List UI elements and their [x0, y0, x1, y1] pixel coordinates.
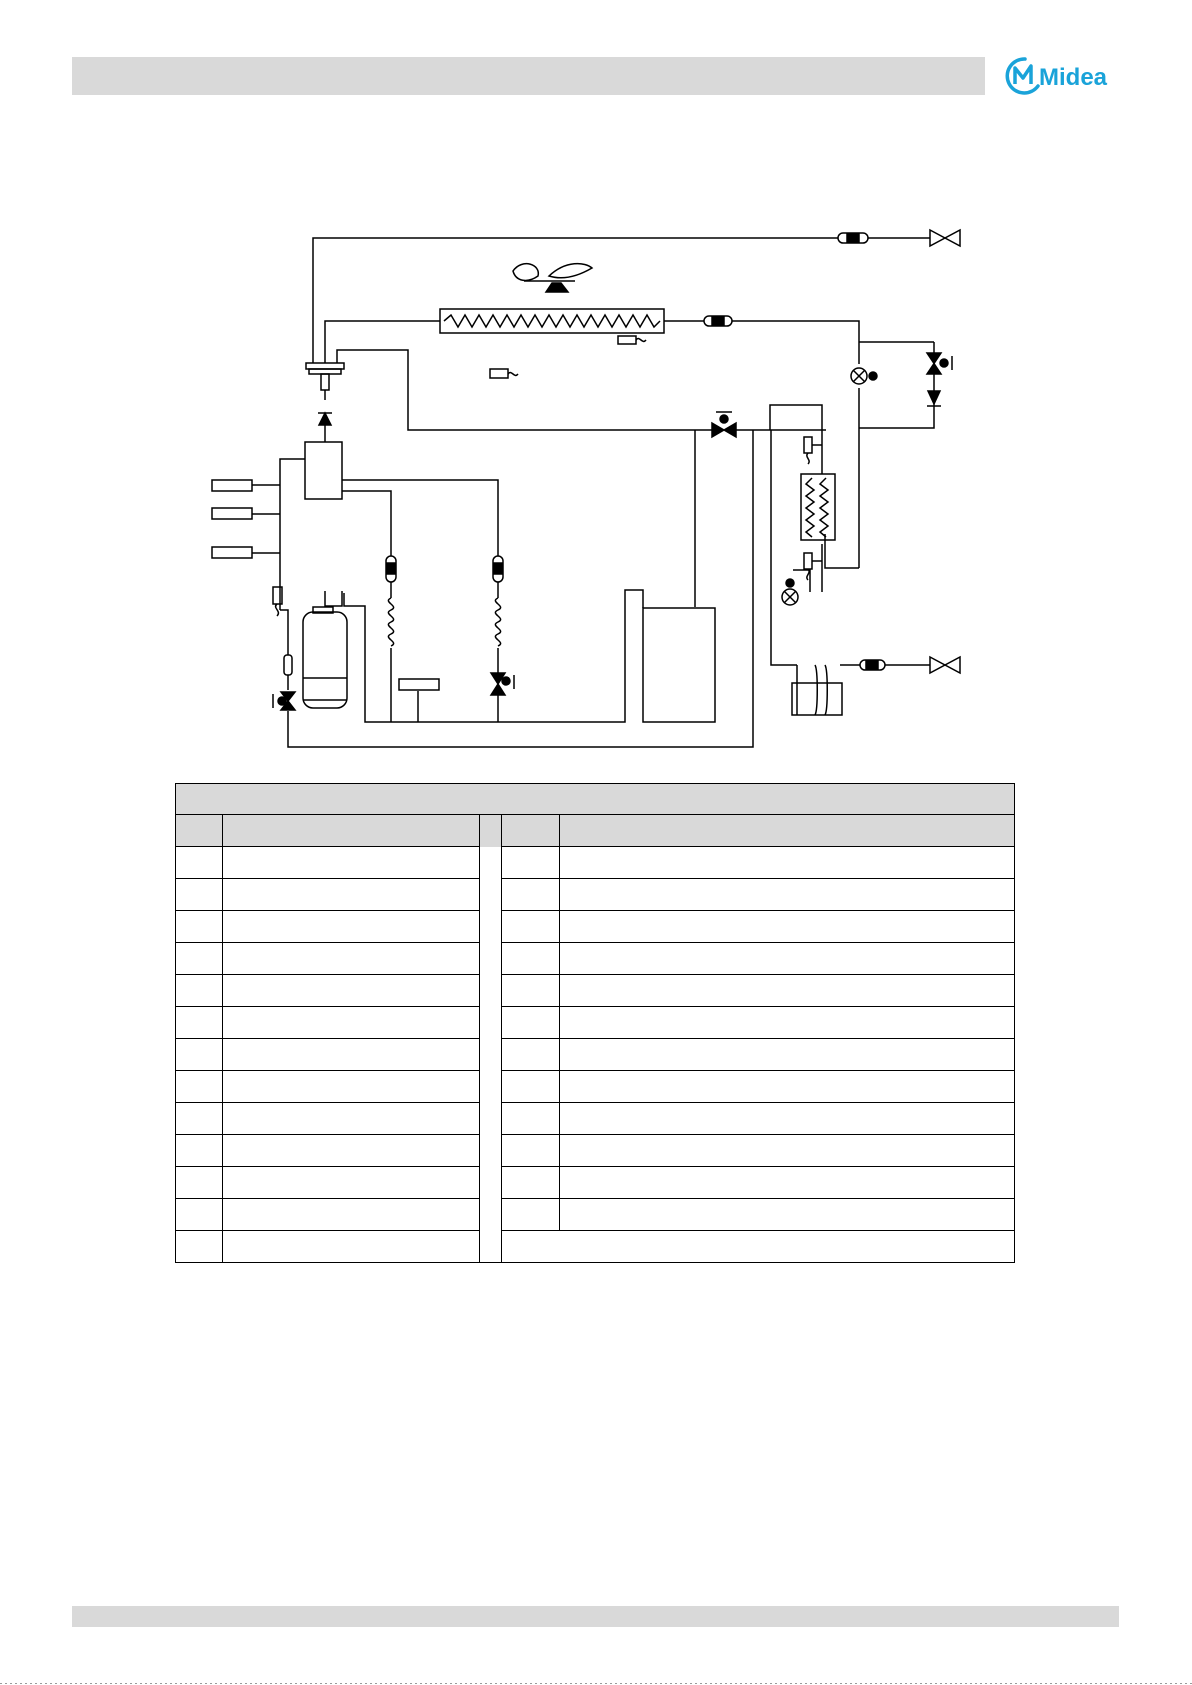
eev-main [851, 368, 877, 384]
pressure-sensor-high [212, 480, 252, 491]
refrigerant-pipes [252, 238, 934, 747]
solenoid-valve-right [927, 353, 952, 374]
parts-table-title [176, 784, 1015, 815]
coil-temp-sensor-lead [636, 339, 646, 342]
solenoid-valve-main [712, 412, 736, 437]
ambient-temp-sensor [490, 369, 508, 378]
pressure-switch-low [212, 547, 252, 558]
coil-temp-sensor [618, 336, 636, 344]
parts-legend-table [175, 783, 1015, 1263]
capillary-tube-right [495, 598, 500, 646]
table-row [176, 1199, 1015, 1231]
table-row [176, 1103, 1015, 1135]
table-row [176, 943, 1015, 975]
liquid-stop-valve [930, 657, 960, 673]
plate-heat-exchanger [801, 474, 835, 540]
table-row [176, 975, 1015, 1007]
phe-temp-sensor-top-lead [807, 453, 809, 464]
table-row [176, 1071, 1015, 1103]
footer-bar [72, 1606, 1119, 1627]
table-row [176, 1135, 1015, 1167]
page-bottom-rule [0, 1683, 1192, 1684]
capillary-tube-left [388, 598, 393, 646]
table-row [176, 911, 1015, 943]
check-valve-right [927, 391, 941, 406]
strainer-liquid-line [860, 660, 885, 670]
parts-header-name-right [560, 815, 1015, 847]
ambient-temp-sensor-lead [508, 373, 518, 376]
four-way-valve [306, 363, 344, 390]
gas-stop-valve [930, 230, 960, 246]
solenoid-valve-oil-return [273, 692, 295, 710]
gas-liquid-separator [643, 608, 715, 722]
parts-header-no-left [176, 815, 223, 847]
table-row [176, 847, 1015, 879]
phe-temp-sensor-top [804, 437, 812, 453]
oil-separator [305, 442, 342, 499]
strainer-gas-line [838, 233, 868, 243]
strainer-bypass-left [386, 556, 396, 582]
eev-evi [782, 579, 798, 605]
condenser-coil [440, 309, 664, 333]
parts-header-no-right [502, 815, 560, 847]
refrigerant-circuit-diagram [0, 0, 1192, 775]
table-row [176, 1231, 1015, 1263]
compressor [303, 607, 347, 708]
parts-header-name-left [223, 815, 480, 847]
check-valve-discharge [318, 413, 332, 425]
pressure-switch-high [212, 508, 252, 519]
phe-temp-sensor-bottom [804, 553, 812, 569]
capillary-oil-return [284, 655, 292, 675]
table-row [176, 1167, 1015, 1199]
midea-logo-text: Midea [1039, 64, 1108, 91]
strainer-condenser-outlet [704, 316, 732, 326]
solenoid-valve-bypass [491, 673, 514, 695]
table-row [176, 1039, 1015, 1071]
table-row [176, 1007, 1015, 1039]
heat-sink-cooling-pipe [792, 665, 842, 715]
discharge-temp-sensor-lead [276, 604, 279, 616]
suction-temp-sensor [399, 679, 439, 690]
strainer-bypass-right [493, 556, 503, 582]
table-row [176, 879, 1015, 911]
outdoor-fan-icon [513, 264, 592, 292]
